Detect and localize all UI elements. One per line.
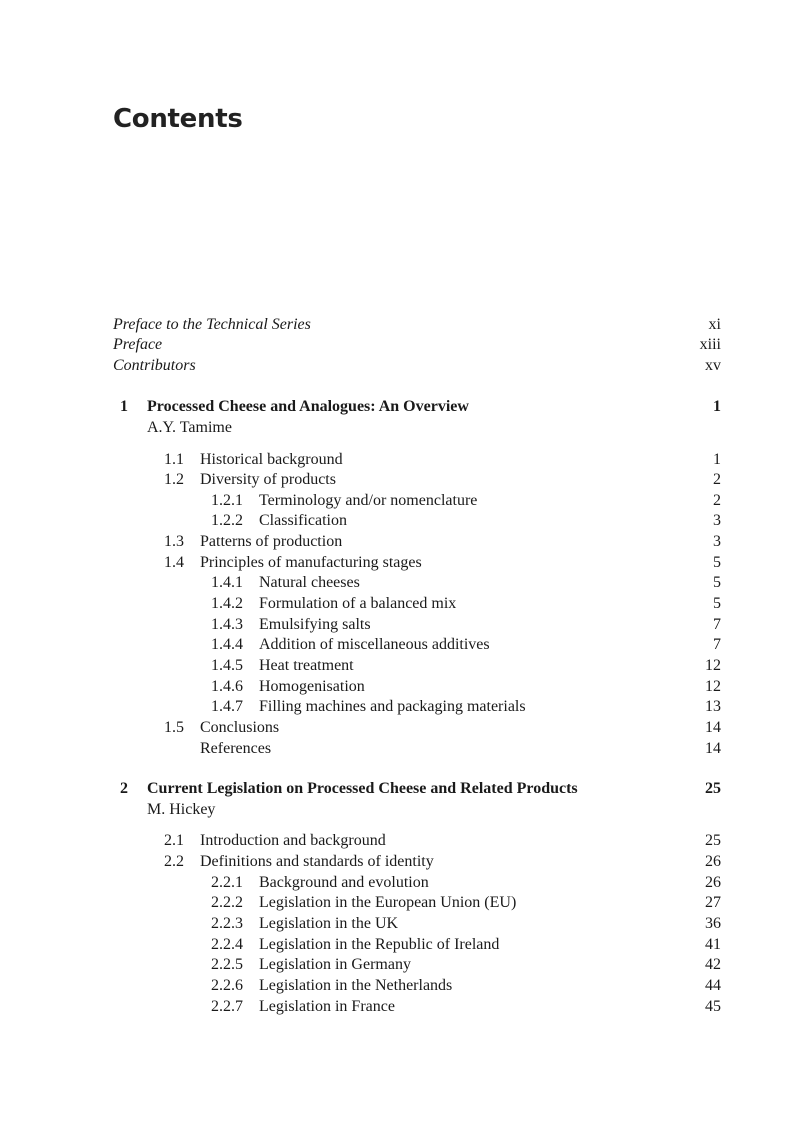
toc-subsection-entry[interactable] [0,511,807,531]
subsection-title: Formulation of a balanced mix [259,595,457,612]
chapter-number: 1 [120,398,128,415]
entry-page: xi [708,316,721,333]
toc-chapter-heading[interactable] [0,397,807,417]
subsection-number: 1.4.2 [211,595,243,612]
toc-subsection-entry[interactable] [0,615,807,635]
toc-subsection-entry[interactable] [0,594,807,614]
subsection-title: Legislation in France [259,998,395,1015]
subsection-number: 2.2.6 [211,977,243,994]
subsection-number: 2.2.2 [211,894,243,911]
entry-title: Preface [113,336,163,353]
subsection-number: 1.2.1 [211,492,243,509]
subsection-page: 5 [713,595,721,612]
subsection-title: Filling machines and packaging materials [259,698,526,715]
chapter-author-row [0,418,807,438]
toc-entry-front-matter[interactable] [0,335,807,355]
section-title: Principles of manufacturing stages [200,554,422,571]
toc-subsection-entry[interactable] [0,914,807,934]
chapter-author-row [0,800,807,820]
subsection-number: 2.2.1 [211,874,243,891]
subsection-title: Legislation in the European Union (EU) [259,894,517,911]
toc-subsection-entry[interactable] [0,656,807,676]
toc-chapter-heading[interactable] [0,779,807,799]
section-number: 2.1 [164,832,184,849]
subsection-number: 1.4.4 [211,636,243,653]
toc-section-entry[interactable] [0,718,807,738]
subsection-page: 2 [713,492,721,509]
section-title: Conclusions [200,719,280,736]
section-page: 3 [713,533,721,550]
subsection-page: 26 [705,874,721,891]
subsection-page: 7 [713,616,721,633]
toc-subsection-entry[interactable] [0,573,807,593]
page-title: Contents [113,104,243,134]
subsection-title: Legislation in the UK [259,915,399,932]
toc-section-entry[interactable] [0,470,807,490]
section-page: 1 [713,451,721,468]
subsection-page: 45 [705,998,721,1015]
toc-subsection-entry[interactable] [0,997,807,1017]
subsection-title: Addition of miscellaneous additives [259,636,490,653]
subsection-number: 1.4.3 [211,616,243,633]
toc-subsection-entry[interactable] [0,976,807,996]
toc-subsection-entry[interactable] [0,491,807,511]
subsection-page: 41 [705,936,721,953]
subsection-number: 2.2.7 [211,998,243,1015]
section-number: 1.2 [164,471,184,488]
subsection-title: Legislation in Germany [259,956,411,973]
subsection-title: Legislation in the Republic of Ireland [259,936,500,953]
chapter-author: M. Hickey [147,801,216,818]
toc-subsection-entry[interactable] [0,893,807,913]
subsection-page: 13 [705,698,721,715]
subsection-page: 7 [713,636,721,653]
subsection-page: 36 [705,915,721,932]
chapter-page: 25 [705,780,721,797]
subsection-title: Emulsifying salts [259,616,371,633]
subsection-page: 27 [705,894,721,911]
toc-section-entry[interactable] [0,831,807,851]
toc-subsection-entry[interactable] [0,677,807,697]
subsection-page: 44 [705,977,721,994]
toc-section-entry[interactable] [0,553,807,573]
section-title: Patterns of production [200,533,343,550]
chapter-page: 1 [713,398,721,415]
subsection-title: Heat treatment [259,657,354,674]
subsection-number: 1.4.5 [211,657,243,674]
entry-page: xv [705,357,721,374]
subsection-number: 1.4.6 [211,678,243,695]
subsection-title: Background and evolution [259,874,429,891]
section-page: 14 [705,719,721,736]
section-page: 14 [705,740,721,757]
subsection-page: 12 [705,678,721,695]
subsection-number: 1.4.1 [211,574,243,591]
subsection-title: Homogenisation [259,678,365,695]
section-number: 2.2 [164,853,184,870]
subsection-number: 1.4.7 [211,698,243,715]
section-number: 1.3 [164,533,184,550]
toc-section-entry[interactable] [0,852,807,872]
toc-section-entry[interactable] [0,739,807,759]
subsection-title: Natural cheeses [259,574,360,591]
subsection-number: 2.2.3 [211,915,243,932]
subsection-page: 3 [713,512,721,529]
toc-entry-front-matter[interactable] [0,315,807,335]
section-title: Introduction and background [200,832,386,849]
entry-page: xiii [699,336,721,353]
section-title: Diversity of products [200,471,336,488]
section-page: 2 [713,471,721,488]
toc-section-entry[interactable] [0,532,807,552]
section-title: Definitions and standards of identity [200,853,434,870]
section-page: 25 [705,832,721,849]
toc-subsection-entry[interactable] [0,635,807,655]
subsection-number: 2.2.4 [211,936,243,953]
toc-entry-front-matter[interactable] [0,356,807,376]
chapter-title: Processed Cheese and Analogues: An Overview [147,398,469,415]
subsection-title: Classification [259,512,347,529]
toc-subsection-entry[interactable] [0,935,807,955]
subsection-page: 12 [705,657,721,674]
subsection-number: 1.2.2 [211,512,243,529]
chapter-number: 2 [120,780,128,797]
chapter-author: A.Y. Tamime [147,419,232,436]
section-title: References [200,740,272,757]
subsection-title: Terminology and/or nomenclature [259,492,478,509]
entry-title: Preface to the Technical Series [113,316,311,333]
subsection-page: 42 [705,956,721,973]
section-number: 1.5 [164,719,184,736]
subsection-title: Legislation in the Netherlands [259,977,453,994]
entry-title: Contributors [113,357,196,374]
toc-section-entry[interactable] [0,450,807,470]
toc-subsection-entry[interactable] [0,955,807,975]
subsection-number: 2.2.5 [211,956,243,973]
section-number: 1.4 [164,554,184,571]
toc-subsection-entry[interactable] [0,697,807,717]
chapter-title: Current Legislation on Processed Cheese and Related Products [147,780,578,797]
section-page: 5 [713,554,721,571]
section-page: 26 [705,853,721,870]
subsection-page: 5 [713,574,721,591]
section-number: 1.1 [164,451,184,468]
section-title: Historical background [200,451,343,468]
toc-subsection-entry[interactable] [0,873,807,893]
